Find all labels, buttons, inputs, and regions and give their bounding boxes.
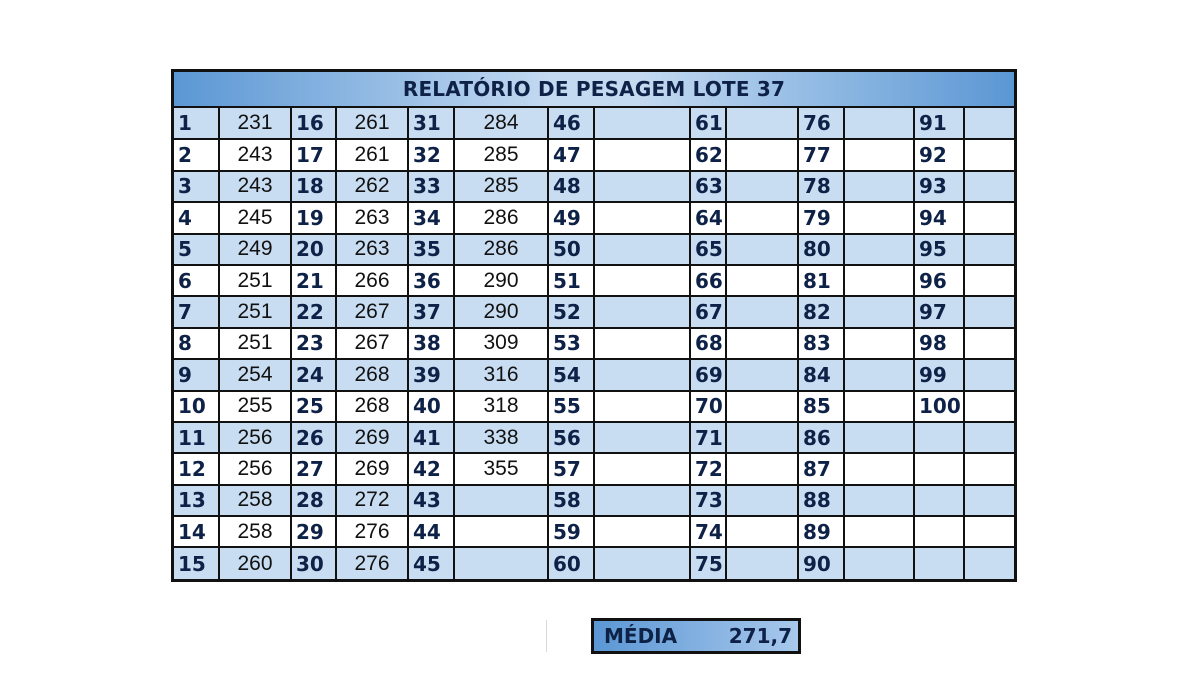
animal-number-cell[interactable]: 67 bbox=[690, 296, 726, 327]
weight-cell[interactable]: 262 bbox=[336, 171, 408, 202]
weight-cell[interactable] bbox=[594, 171, 690, 202]
table-row bbox=[174, 171, 1014, 202]
table-row bbox=[174, 234, 1014, 265]
animal-number-cell[interactable]: 37 bbox=[408, 296, 454, 327]
weight-cell[interactable] bbox=[964, 202, 1014, 233]
average-box bbox=[591, 618, 801, 654]
animal-number-cell[interactable]: 62 bbox=[690, 139, 726, 170]
weight-cell[interactable]: 272 bbox=[336, 485, 408, 516]
weight-cell[interactable] bbox=[726, 422, 798, 453]
weight-cell[interactable] bbox=[964, 359, 1014, 390]
animal-number-cell[interactable]: 44 bbox=[408, 516, 454, 547]
animal-number-cell[interactable]: 30 bbox=[291, 547, 336, 578]
animal-number-cell[interactable]: 45 bbox=[408, 547, 454, 578]
animal-number-cell[interactable]: 5 bbox=[174, 234, 219, 265]
weight-cell[interactable]: 267 bbox=[336, 296, 408, 327]
animal-number-cell[interactable]: 7 bbox=[174, 296, 219, 327]
weight-cell[interactable] bbox=[726, 547, 798, 578]
animal-number-cell[interactable]: 60 bbox=[548, 547, 594, 578]
animal-number-cell[interactable]: 34 bbox=[408, 202, 454, 233]
weight-cell[interactable]: 285 bbox=[454, 139, 548, 170]
animal-number-cell[interactable]: 78 bbox=[798, 171, 844, 202]
weight-cell[interactable] bbox=[964, 391, 1014, 422]
weight-cell[interactable]: 255 bbox=[219, 391, 291, 422]
animal-number-cell[interactable]: 53 bbox=[548, 328, 594, 359]
animal-number-cell[interactable]: 32 bbox=[408, 139, 454, 170]
weight-cell[interactable]: 245 bbox=[219, 202, 291, 233]
animal-number-cell[interactable]: 36 bbox=[408, 265, 454, 296]
weight-cell[interactable] bbox=[594, 234, 690, 265]
table-row bbox=[174, 391, 1014, 422]
table-row bbox=[174, 139, 1014, 170]
weight-cell[interactable] bbox=[594, 139, 690, 170]
animal-number-cell[interactable]: 11 bbox=[174, 422, 219, 453]
animal-number-cell[interactable]: 25 bbox=[291, 391, 336, 422]
animal-number-cell[interactable]: 64 bbox=[690, 202, 726, 233]
animal-number-cell[interactable]: 1 bbox=[174, 108, 219, 139]
weight-cell[interactable]: 261 bbox=[336, 139, 408, 170]
table-row bbox=[174, 547, 1014, 578]
weight-cell[interactable] bbox=[726, 234, 798, 265]
weight-cell[interactable]: 269 bbox=[336, 422, 408, 453]
weight-cell[interactable] bbox=[594, 422, 690, 453]
weight-cell[interactable] bbox=[594, 391, 690, 422]
weight-cell[interactable]: 316 bbox=[454, 359, 548, 390]
animal-number-cell[interactable]: 80 bbox=[798, 234, 844, 265]
weight-cell[interactable] bbox=[964, 265, 1014, 296]
weight-cell[interactable]: 231 bbox=[219, 108, 291, 139]
weight-cell[interactable] bbox=[964, 547, 1014, 578]
table-row bbox=[174, 202, 1014, 233]
animal-number-cell[interactable]: 15 bbox=[174, 547, 219, 578]
animal-number-cell[interactable]: 17 bbox=[291, 139, 336, 170]
weight-cell[interactable] bbox=[844, 328, 914, 359]
weight-cell[interactable]: 268 bbox=[336, 359, 408, 390]
weight-cell[interactable] bbox=[964, 234, 1014, 265]
animal-number-cell[interactable]: 6 bbox=[174, 265, 219, 296]
weight-cell[interactable] bbox=[726, 485, 798, 516]
animal-number-cell[interactable]: 57 bbox=[548, 453, 594, 484]
animal-number-cell[interactable]: 13 bbox=[174, 485, 219, 516]
animal-number-cell[interactable]: 23 bbox=[291, 328, 336, 359]
animal-number-cell[interactable] bbox=[914, 547, 964, 578]
animal-number-cell[interactable] bbox=[914, 485, 964, 516]
animal-number-cell[interactable]: 73 bbox=[690, 485, 726, 516]
animal-number-cell[interactable]: 89 bbox=[798, 516, 844, 547]
weight-cell[interactable]: 268 bbox=[336, 391, 408, 422]
weight-cell[interactable] bbox=[594, 485, 690, 516]
animal-number-cell[interactable]: 40 bbox=[408, 391, 454, 422]
animal-number-cell[interactable]: 12 bbox=[174, 453, 219, 484]
animal-number-cell[interactable] bbox=[914, 422, 964, 453]
weight-cell[interactable]: 276 bbox=[336, 547, 408, 578]
animal-number-cell[interactable]: 33 bbox=[408, 171, 454, 202]
animal-number-cell[interactable]: 10 bbox=[174, 391, 219, 422]
animal-number-cell[interactable]: 46 bbox=[548, 108, 594, 139]
animal-number-cell[interactable]: 26 bbox=[291, 422, 336, 453]
weight-cell[interactable]: 318 bbox=[454, 391, 548, 422]
weight-cell[interactable] bbox=[844, 202, 914, 233]
animal-number-cell[interactable]: 76 bbox=[798, 108, 844, 139]
weight-cell[interactable]: 355 bbox=[454, 453, 548, 484]
weight-cell[interactable] bbox=[964, 296, 1014, 327]
animal-number-cell[interactable]: 74 bbox=[690, 516, 726, 547]
animal-number-cell[interactable]: 14 bbox=[174, 516, 219, 547]
animal-number-cell[interactable]: 24 bbox=[291, 359, 336, 390]
animal-number-cell[interactable]: 59 bbox=[548, 516, 594, 547]
weight-cell[interactable]: 290 bbox=[454, 296, 548, 327]
weight-cell[interactable] bbox=[964, 453, 1014, 484]
animal-number-cell[interactable]: 55 bbox=[548, 391, 594, 422]
weight-cell[interactable] bbox=[844, 171, 914, 202]
animal-number-cell[interactable]: 98 bbox=[914, 328, 964, 359]
animal-number-cell[interactable]: 70 bbox=[690, 391, 726, 422]
weight-cell[interactable] bbox=[594, 296, 690, 327]
report-title: RELATÓRIO DE PESAGEM LOTE 37 bbox=[174, 72, 1014, 108]
weight-cell[interactable]: 261 bbox=[336, 108, 408, 139]
animal-number-cell[interactable]: 18 bbox=[291, 171, 336, 202]
animal-number-cell[interactable]: 71 bbox=[690, 422, 726, 453]
weight-cell[interactable]: 258 bbox=[219, 516, 291, 547]
weight-cell[interactable] bbox=[454, 485, 548, 516]
animal-number-cell[interactable]: 39 bbox=[408, 359, 454, 390]
weight-cell[interactable] bbox=[844, 485, 914, 516]
animal-number-cell[interactable]: 82 bbox=[798, 296, 844, 327]
weighing-table bbox=[174, 108, 1014, 579]
weight-cell[interactable]: 338 bbox=[454, 422, 548, 453]
table-row bbox=[174, 422, 1014, 453]
weight-cell[interactable] bbox=[844, 453, 914, 484]
weight-cell[interactable]: 286 bbox=[454, 234, 548, 265]
animal-number-cell[interactable]: 92 bbox=[914, 139, 964, 170]
weight-cell[interactable] bbox=[594, 108, 690, 139]
weight-cell[interactable]: 258 bbox=[219, 485, 291, 516]
weight-cell[interactable] bbox=[844, 234, 914, 265]
table-row bbox=[174, 485, 1014, 516]
weight-cell[interactable]: 266 bbox=[336, 265, 408, 296]
weight-cell[interactable] bbox=[964, 328, 1014, 359]
animal-number-cell[interactable]: 49 bbox=[548, 202, 594, 233]
animal-number-cell[interactable]: 28 bbox=[291, 485, 336, 516]
animal-number-cell[interactable]: 20 bbox=[291, 234, 336, 265]
weight-cell[interactable]: 256 bbox=[219, 422, 291, 453]
animal-number-cell[interactable]: 50 bbox=[548, 234, 594, 265]
weight-cell[interactable]: 269 bbox=[336, 453, 408, 484]
animal-number-cell[interactable] bbox=[914, 453, 964, 484]
weight-cell[interactable] bbox=[594, 328, 690, 359]
weight-cell[interactable] bbox=[594, 453, 690, 484]
animal-number-cell[interactable]: 87 bbox=[798, 453, 844, 484]
weight-cell[interactable] bbox=[726, 139, 798, 170]
weight-cell[interactable] bbox=[594, 516, 690, 547]
table-row bbox=[174, 265, 1014, 296]
animal-number-cell[interactable]: 97 bbox=[914, 296, 964, 327]
animal-number-cell[interactable] bbox=[914, 516, 964, 547]
animal-number-cell[interactable]: 54 bbox=[548, 359, 594, 390]
animal-number-cell[interactable]: 21 bbox=[291, 265, 336, 296]
weight-cell[interactable] bbox=[844, 139, 914, 170]
weight-cell[interactable] bbox=[454, 547, 548, 578]
weight-cell[interactable] bbox=[964, 516, 1014, 547]
weight-cell[interactable]: 263 bbox=[336, 202, 408, 233]
table-row bbox=[174, 516, 1014, 547]
weight-cell[interactable] bbox=[844, 391, 914, 422]
table-row bbox=[174, 359, 1014, 390]
animal-number-cell[interactable]: 27 bbox=[291, 453, 336, 484]
weight-cell[interactable] bbox=[844, 108, 914, 139]
animal-number-cell[interactable]: 58 bbox=[548, 485, 594, 516]
animal-number-cell[interactable]: 47 bbox=[548, 139, 594, 170]
animal-number-cell[interactable]: 100 bbox=[914, 391, 964, 422]
weight-cell[interactable] bbox=[844, 422, 914, 453]
weight-cell[interactable]: 256 bbox=[219, 453, 291, 484]
weight-cell[interactable]: 251 bbox=[219, 328, 291, 359]
weight-cell[interactable] bbox=[726, 328, 798, 359]
animal-number-cell[interactable]: 42 bbox=[408, 453, 454, 484]
animal-number-cell[interactable]: 91 bbox=[914, 108, 964, 139]
weight-cell[interactable]: 260 bbox=[219, 547, 291, 578]
animal-number-cell[interactable]: 86 bbox=[798, 422, 844, 453]
weight-cell[interactable] bbox=[726, 171, 798, 202]
weight-cell[interactable] bbox=[844, 265, 914, 296]
weight-cell[interactable] bbox=[726, 202, 798, 233]
animal-number-cell[interactable]: 99 bbox=[914, 359, 964, 390]
weight-cell[interactable] bbox=[964, 139, 1014, 170]
animal-number-cell[interactable]: 75 bbox=[690, 547, 726, 578]
weighing-report-sheet bbox=[171, 69, 1017, 582]
weight-cell[interactable]: 284 bbox=[454, 108, 548, 139]
animal-number-cell[interactable]: 35 bbox=[408, 234, 454, 265]
animal-number-cell[interactable]: 88 bbox=[798, 485, 844, 516]
average-value: 271,7 bbox=[728, 624, 792, 648]
animal-number-cell[interactable]: 29 bbox=[291, 516, 336, 547]
animal-number-cell[interactable]: 2 bbox=[174, 139, 219, 170]
animal-number-cell[interactable]: 66 bbox=[690, 265, 726, 296]
weight-cell[interactable]: 249 bbox=[219, 234, 291, 265]
weight-cell[interactable] bbox=[844, 296, 914, 327]
weight-cell[interactable]: 285 bbox=[454, 171, 548, 202]
animal-number-cell[interactable]: 63 bbox=[690, 171, 726, 202]
weight-cell[interactable] bbox=[844, 516, 914, 547]
animal-number-cell[interactable]: 51 bbox=[548, 265, 594, 296]
weight-cell[interactable] bbox=[844, 359, 914, 390]
table-row bbox=[174, 453, 1014, 484]
weight-cell[interactable]: 263 bbox=[336, 234, 408, 265]
animal-number-cell[interactable]: 3 bbox=[174, 171, 219, 202]
animal-number-cell[interactable]: 8 bbox=[174, 328, 219, 359]
animal-number-cell[interactable]: 84 bbox=[798, 359, 844, 390]
weight-cell[interactable] bbox=[726, 108, 798, 139]
animal-number-cell[interactable]: 95 bbox=[914, 234, 964, 265]
weight-cell[interactable]: 309 bbox=[454, 328, 548, 359]
weight-cell[interactable]: 251 bbox=[219, 296, 291, 327]
animal-number-cell[interactable]: 9 bbox=[174, 359, 219, 390]
weight-cell[interactable] bbox=[594, 359, 690, 390]
weight-cell[interactable] bbox=[726, 453, 798, 484]
animal-number-cell[interactable]: 77 bbox=[798, 139, 844, 170]
weight-cell[interactable] bbox=[594, 265, 690, 296]
animal-number-cell[interactable]: 52 bbox=[548, 296, 594, 327]
table-row bbox=[174, 328, 1014, 359]
animal-number-cell[interactable]: 22 bbox=[291, 296, 336, 327]
weight-cell[interactable] bbox=[594, 547, 690, 578]
animal-number-cell[interactable]: 83 bbox=[798, 328, 844, 359]
weight-cell[interactable] bbox=[594, 202, 690, 233]
weight-cell[interactable]: 251 bbox=[219, 265, 291, 296]
weight-cell[interactable] bbox=[726, 265, 798, 296]
weight-cell[interactable] bbox=[964, 171, 1014, 202]
animal-number-cell[interactable]: 19 bbox=[291, 202, 336, 233]
animal-number-cell[interactable]: 48 bbox=[548, 171, 594, 202]
weight-cell[interactable] bbox=[454, 516, 548, 547]
animal-number-cell[interactable]: 69 bbox=[690, 359, 726, 390]
animal-number-cell[interactable]: 65 bbox=[690, 234, 726, 265]
weight-cell[interactable] bbox=[964, 108, 1014, 139]
animal-number-cell[interactable]: 79 bbox=[798, 202, 844, 233]
animal-number-cell[interactable]: 72 bbox=[690, 453, 726, 484]
animal-number-cell[interactable]: 81 bbox=[798, 265, 844, 296]
weight-cell[interactable]: 254 bbox=[219, 359, 291, 390]
weight-cell[interactable]: 243 bbox=[219, 139, 291, 170]
animal-number-cell[interactable]: 96 bbox=[914, 265, 964, 296]
animal-number-cell[interactable]: 43 bbox=[408, 485, 454, 516]
animal-number-cell[interactable]: 90 bbox=[798, 547, 844, 578]
animal-number-cell[interactable]: 56 bbox=[548, 422, 594, 453]
animal-number-cell[interactable]: 94 bbox=[914, 202, 964, 233]
animal-number-cell[interactable]: 68 bbox=[690, 328, 726, 359]
weight-cell[interactable]: 290 bbox=[454, 265, 548, 296]
animal-number-cell[interactable]: 85 bbox=[798, 391, 844, 422]
animal-number-cell[interactable]: 16 bbox=[291, 108, 336, 139]
weight-cell[interactable]: 267 bbox=[336, 328, 408, 359]
weight-cell[interactable] bbox=[844, 547, 914, 578]
animal-number-cell[interactable]: 4 bbox=[174, 202, 219, 233]
animal-number-cell[interactable]: 31 bbox=[408, 108, 454, 139]
average-label: MÉDIA bbox=[604, 624, 678, 648]
sheet-gridline bbox=[546, 620, 547, 652]
animal-number-cell[interactable]: 41 bbox=[408, 422, 454, 453]
animal-number-cell[interactable]: 38 bbox=[408, 328, 454, 359]
weight-cell[interactable]: 276 bbox=[336, 516, 408, 547]
weight-cell[interactable] bbox=[726, 359, 798, 390]
weight-cell[interactable]: 243 bbox=[219, 171, 291, 202]
weight-cell[interactable] bbox=[964, 422, 1014, 453]
table-row bbox=[174, 108, 1014, 139]
animal-number-cell[interactable]: 61 bbox=[690, 108, 726, 139]
weight-cell[interactable] bbox=[726, 391, 798, 422]
weight-cell[interactable] bbox=[726, 296, 798, 327]
animal-number-cell[interactable]: 93 bbox=[914, 171, 964, 202]
weight-cell[interactable] bbox=[964, 485, 1014, 516]
weight-cell[interactable] bbox=[726, 516, 798, 547]
weight-cell[interactable]: 286 bbox=[454, 202, 548, 233]
table-row bbox=[174, 296, 1014, 327]
